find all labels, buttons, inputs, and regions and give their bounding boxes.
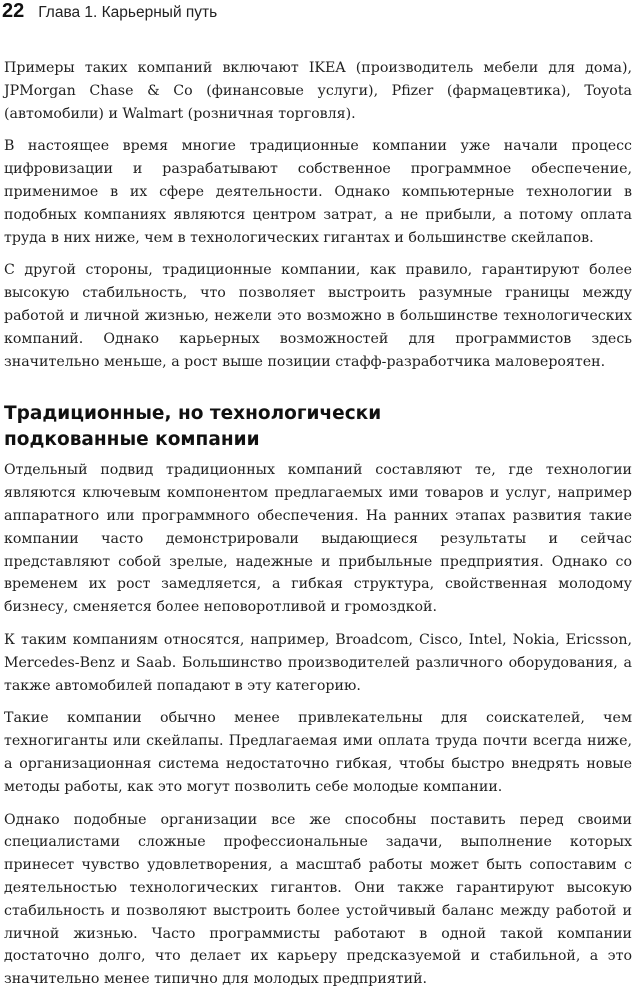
- paragraph-attractiveness: Такие компании обычно менее привлекательны для соискателей, чем техногиганты или скейлапы. Предлагаемая ими оплата труда почти всегда ниже, а организационная система недостаточно гибкая, чтобы быстро внедрять новые методы работы, как это могут позволить себе молодые компании.: [4, 710, 632, 795]
- paragraph-company-list: К таким компаниям относятся, например, Broadcom, Cisco, Intel, Nokia, Ericsson, Mercedes-Benz и Saab. Большинство производителей различного оборудования, а также автомобилей попадают в эту категорию.: [4, 631, 632, 694]
- page-number: 22: [2, 0, 25, 22]
- paragraph-advantages: Однако подобные организации все же способны поставить перед своими специалистами сложные профессиональные задачи, выполнение которых принесет чувство удовлетворения, а масштаб работы может быть сопоставим с деятельностью технологических гигантов. Они также гарантируют высокую стабильность и позволяют выстроить более устойчивый баланс между работой и личной жизнью. Часто программисты работают в одной такой компании достаточно долго, что делает их карьеру предсказуемой и стабильной, а это значительно менее типично для молодых предприятий.: [4, 811, 632, 988]
- running-header: [2, 0, 217, 26]
- chapter-title: Глава 1. Карьерный путь: [38, 4, 218, 21]
- body-text: [4, 57, 632, 991]
- paragraph-tech-savvy-definition: Отдельный подвид традиционных компаний составляют те, где технологии являются ключевым компонентом предлагаемых ими товаров и услуг, например аппаратного или программного обеспечения. На ранних этапах развития такие компании часто демонстрировали выдающиеся результаты и сейчас представляют собой зрелые, надежные и прибыльные предприятия. Однако со временем их рост замедляется, а гибкая структура, свойственная молодому бизнесу, сменяется более неповоротливой и громоздкой.: [4, 462, 632, 616]
- paragraph-digitalization: В настоящее время многие традиционные компании уже начали процесс цифровизации и разрабатывают собственное программное обеспечение, применимое в их сфере деятельности. Однако компьютерные технологии в подобных компаниях являются центром затрат, а не прибыли, а потому оплата труда в них ниже, чем в технологических гигантах и большинстве скейлапов.: [4, 138, 632, 246]
- paragraph-company-examples: Примеры таких компаний включают IKEA (производитель мебели для дома), JPMorgan Chase & Co (финансовые услуги), Pfizer (фармацевтика), Toyota (автомобили) и Walmart (розничная торговля).: [4, 60, 632, 122]
- section-heading: Традиционные, но технологически подкованные компании: [4, 403, 382, 451]
- paragraph-stability: С другой стороны, традиционные компании, как правило, гарантируют более высокую стабильность, что позволяет выстроить разумные границы между работой и личной жизнью, нежели это возможно в большинстве технологических компаний. Однако карьерных возможностей для программистов здесь значительно меньше, а рост выше позиции стафф-разработчика маловероятен.: [4, 262, 632, 370]
